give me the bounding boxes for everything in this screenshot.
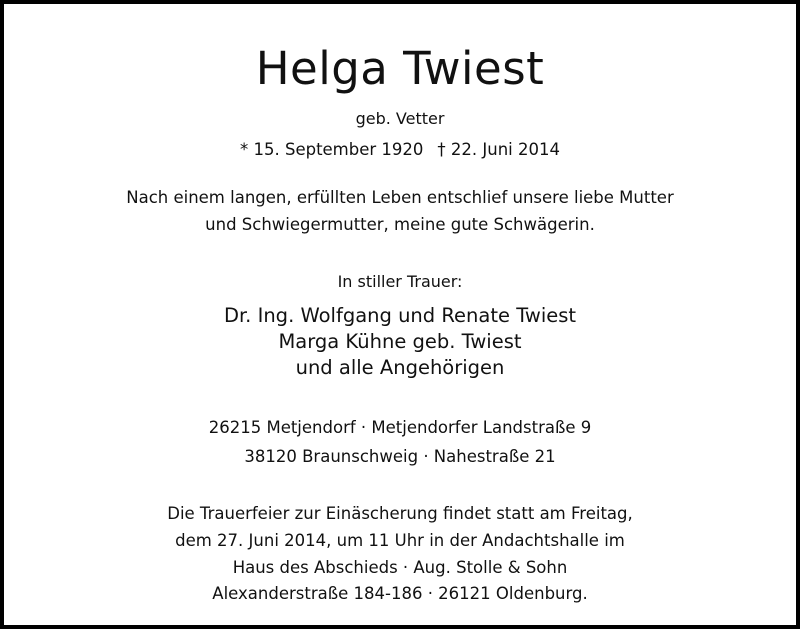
funeral-info-line: Alexanderstraße 184-186 · 26121 Oldenburg. — [212, 584, 588, 603]
funeral-info-line: dem 27. Juni 2014, um 11 Uhr in der Andachtshalle im — [175, 531, 625, 550]
mourner-line: Marga Kühne geb. Twiest — [278, 330, 522, 353]
life-dates — [4, 138, 796, 162]
address-line: 38120 Braunschweig · Nahestraße 21 — [244, 447, 556, 466]
birth-date: * 15. September 1920 — [239, 140, 424, 159]
mourning-intro: In stiller Trauer: — [337, 272, 463, 291]
message-line: und Schwiegermutter, meine gute Schwägerin. — [205, 215, 595, 234]
funeral-info-line: Die Trauerfeier zur Einäscherung findet statt am Freitag, — [167, 504, 633, 523]
maiden-name: geb. Vetter — [355, 109, 445, 128]
message-line: Nach einem langen, erfüllten Leben entschlief unsere liebe Mutter — [126, 188, 674, 207]
mourner-line: Dr. Ing. Wolfgang und Renate Twiest — [223, 304, 577, 327]
address-line: 26215 Metjendorf · Metjendorfer Landstraße 9 — [208, 418, 592, 437]
mourner-line: und alle Angehörigen — [295, 356, 505, 379]
funeral-info-line: Haus des Abschieds · Aug. Stolle & Sohn — [232, 558, 568, 577]
death-date: † 22. Juni 2014 — [437, 140, 560, 159]
deceased-name: Helga Twiest — [255, 42, 545, 95]
